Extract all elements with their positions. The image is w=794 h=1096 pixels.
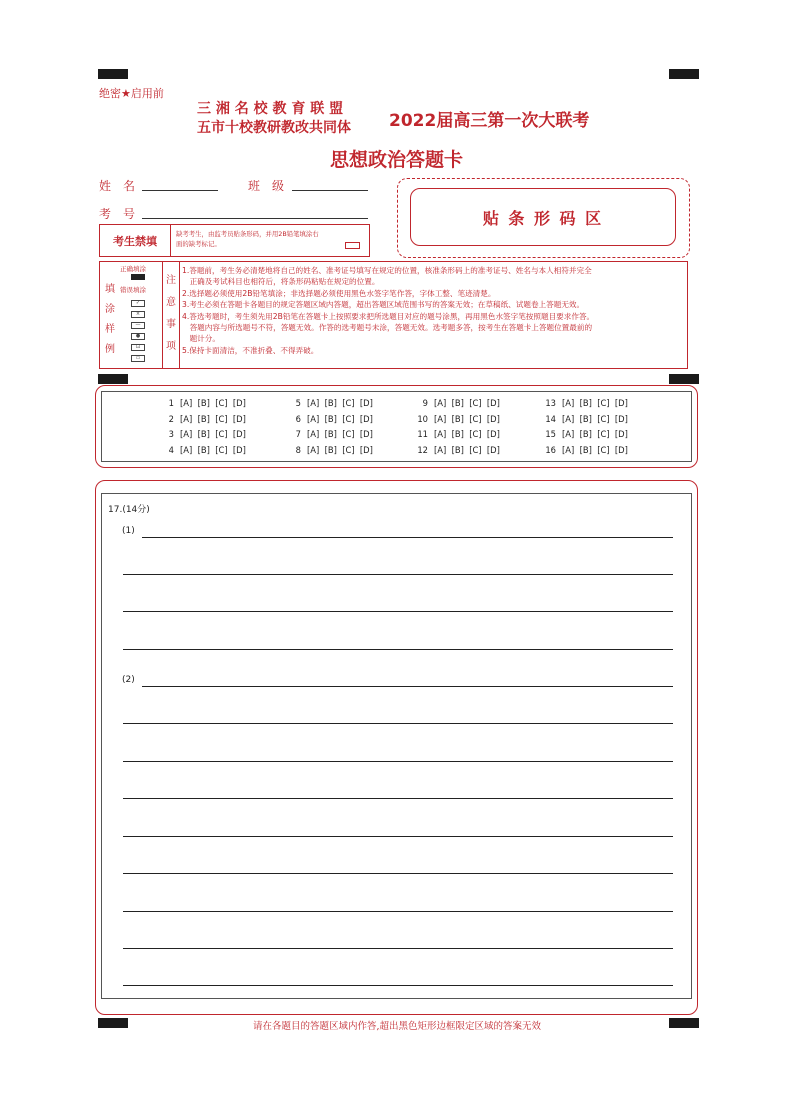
- exam-id-label: 考 号: [99, 207, 136, 221]
- union-name-line1: 三 湘 名 校 教 育 联 盟: [197, 101, 344, 117]
- choice-options[interactable]: [A] [B] [C] [D]: [180, 398, 246, 408]
- choice-item[interactable]: [414, 445, 500, 455]
- choice-number: 16: [545, 445, 556, 455]
- choice-item[interactable]: [542, 429, 628, 439]
- fill-sample-char: 例: [105, 344, 115, 355]
- answer-line[interactable]: [123, 985, 673, 986]
- choice-number: 11: [417, 429, 428, 439]
- answer-line[interactable]: [123, 836, 673, 837]
- answer-line[interactable]: [123, 611, 673, 612]
- choice-number: 10: [417, 414, 428, 424]
- choice-options[interactable]: [A] [B] [C] [D]: [307, 445, 373, 455]
- choice-options[interactable]: [A] [B] [C] [D]: [307, 414, 373, 424]
- timing-mark: [98, 69, 128, 79]
- note-line: 题计分。: [182, 334, 220, 344]
- choice-item[interactable]: [414, 398, 500, 408]
- wrong-mark: ⊡: [131, 344, 145, 351]
- union-name-line2: 五市十校教研教改共同体: [197, 120, 351, 136]
- absent-mark-box: [99, 224, 370, 257]
- fill-sample-char: 涂: [105, 304, 115, 315]
- choice-item[interactable]: [287, 414, 373, 424]
- choice-item[interactable]: [160, 398, 246, 408]
- footer-warning: 请在各题目的答题区域内作答,超出黑色矩形边框限定区域的答案无效: [252, 1021, 542, 1032]
- choice-number: 2: [168, 414, 174, 424]
- choice-options[interactable]: [A] [B] [C] [D]: [562, 445, 628, 455]
- class-field[interactable]: [292, 190, 368, 191]
- correct-fill-label: 正确填涂: [120, 265, 146, 273]
- secret-label: 绝密★启用前: [99, 87, 164, 100]
- choice-item[interactable]: [414, 414, 500, 424]
- choice-options[interactable]: [A] [B] [C] [D]: [180, 414, 246, 424]
- choice-item[interactable]: [160, 414, 246, 424]
- choice-item[interactable]: [287, 429, 373, 439]
- choice-number: 3: [168, 429, 174, 439]
- forbidden-label-cell: [100, 225, 171, 256]
- answer-line[interactable]: [123, 798, 673, 799]
- choice-options[interactable]: [A] [B] [C] [D]: [562, 414, 628, 424]
- choice-item[interactable]: [542, 445, 628, 455]
- wrong-mark: ●: [131, 333, 145, 340]
- choice-number: 9: [422, 398, 428, 408]
- answer-line[interactable]: [123, 574, 673, 575]
- choice-options[interactable]: [A] [B] [C] [D]: [562, 398, 628, 408]
- choice-item[interactable]: [542, 414, 628, 424]
- notes-char: 意: [166, 297, 176, 308]
- fill-sample-char: 样: [105, 324, 115, 335]
- question-17-title: 17.(14分): [108, 505, 150, 515]
- choice-item[interactable]: [414, 429, 500, 439]
- choice-item[interactable]: [160, 445, 246, 455]
- wrong-mark: ✓: [131, 300, 145, 307]
- part-2-label: (2): [122, 675, 135, 685]
- note-line: 2.选择题必须使用2B铅笔填涂；非选择题必须使用黑色水签字笔作答，字体工整、笔迹清楚。: [182, 288, 496, 298]
- wrong-mark: —: [131, 322, 145, 329]
- question-17-section: [95, 480, 698, 1015]
- choice-number: 6: [295, 414, 301, 424]
- choice-number: 7: [295, 429, 301, 439]
- choice-options[interactable]: [A] [B] [C] [D]: [180, 429, 246, 439]
- barcode-area-label: 贴 条 形 码 区: [482, 208, 604, 228]
- absent-checkbox[interactable]: [345, 242, 360, 249]
- divider: [179, 262, 180, 368]
- part-1-label: (1): [122, 526, 135, 536]
- exam-id-field[interactable]: [142, 218, 368, 219]
- choice-number: 5: [295, 398, 301, 408]
- forbidden-text-line1: 缺考考生，由监考员贴条形码，并用2B铅笔填涂右: [176, 230, 319, 238]
- note-line: 3.考生必须在答题卡各题目的规定答题区域内答题，超出答题区域范围书写的答案无效；在草稿纸、试题卷上答题无效。: [182, 300, 585, 310]
- name-field[interactable]: [142, 190, 218, 191]
- note-line: 1.答题前，考生务必清楚地将自己的姓名、准考证号填写在规定的位置，核准条形码上的准考证号、姓名与本人相符并完全: [182, 266, 592, 275]
- notes-char: 注: [166, 275, 176, 286]
- fill-sample-label: [105, 280, 115, 360]
- choice-number: 13: [545, 398, 556, 408]
- notes-text: [182, 265, 594, 356]
- barcode-area: [410, 188, 676, 246]
- notes-label: [166, 270, 176, 358]
- choice-item[interactable]: [287, 445, 373, 455]
- answer-line[interactable]: [142, 537, 673, 538]
- answer-line[interactable]: [123, 911, 673, 912]
- answer-line[interactable]: [142, 686, 673, 687]
- forbidden-text-line2: 面的缺考标记。: [176, 240, 221, 248]
- choice-options[interactable]: [A] [B] [C] [D]: [434, 429, 500, 439]
- class-label: 班 级: [248, 179, 285, 193]
- question-17-frame: [101, 493, 692, 999]
- note-line: 正确及考试科目也相符后，将条形码粘贴在规定的位置。: [182, 277, 380, 287]
- choice-number: 4: [168, 445, 174, 455]
- answer-line[interactable]: [123, 761, 673, 762]
- answer-line[interactable]: [123, 873, 673, 874]
- forbidden-label: 考生禁填: [113, 234, 157, 248]
- choice-item[interactable]: [287, 398, 373, 408]
- choice-number: 12: [417, 445, 428, 455]
- choice-number: 8: [295, 445, 301, 455]
- timing-mark: [669, 69, 699, 79]
- answer-line[interactable]: [123, 948, 673, 949]
- choice-number: 15: [545, 429, 556, 439]
- answer-line[interactable]: [123, 649, 673, 650]
- choice-options[interactable]: [A] [B] [C] [D]: [180, 445, 246, 455]
- choice-options[interactable]: [A] [B] [C] [D]: [307, 398, 373, 408]
- choice-number: 14: [545, 414, 556, 424]
- note-line: 4.答选考题时，考生须先用2B铅笔在答题卡上按照要求把所选题目对应的题号涂黑，再用黑色水签字笔按照题目要求作答。: [182, 311, 595, 321]
- choice-item[interactable]: [160, 429, 246, 439]
- fill-sample-cell: [100, 262, 163, 368]
- choice-item[interactable]: [542, 398, 628, 408]
- note-line: 5.保持卡面清洁，不准折叠、不得弄破。: [182, 345, 319, 355]
- name-label: 姓 名: [99, 179, 136, 193]
- card-title: 思想政治答题卡: [330, 149, 464, 171]
- wrong-fill-label: 错误填涂: [120, 286, 146, 294]
- timing-mark: [98, 374, 128, 384]
- fill-sample-char: 填: [105, 284, 115, 295]
- exam-title: 2022届高三第一次大联考: [389, 111, 590, 131]
- notes-char: 事: [166, 319, 176, 330]
- wrong-fill-examples: [131, 300, 145, 362]
- choice-options[interactable]: [A] [B] [C] [D]: [434, 445, 500, 455]
- instructions-box: [99, 261, 688, 369]
- choice-options[interactable]: [A] [B] [C] [D]: [562, 429, 628, 439]
- choice-options[interactable]: [A] [B] [C] [D]: [434, 414, 500, 424]
- timing-mark: [669, 374, 699, 384]
- correct-fill-example: [131, 274, 145, 280]
- answer-line[interactable]: [123, 723, 673, 724]
- note-line: 答题内容与所选题号不符，答题无效。作答的选考题号未涂，答题无效。选考题多答，按考生在答题卡上答题位置最前的: [182, 323, 593, 333]
- choice-options[interactable]: [A] [B] [C] [D]: [307, 429, 373, 439]
- wrong-mark: ▭: [131, 355, 145, 362]
- notes-char: 项: [166, 341, 176, 352]
- wrong-mark: ×: [131, 311, 145, 318]
- choice-number: 1: [168, 398, 174, 408]
- choice-options[interactable]: [A] [B] [C] [D]: [434, 398, 500, 408]
